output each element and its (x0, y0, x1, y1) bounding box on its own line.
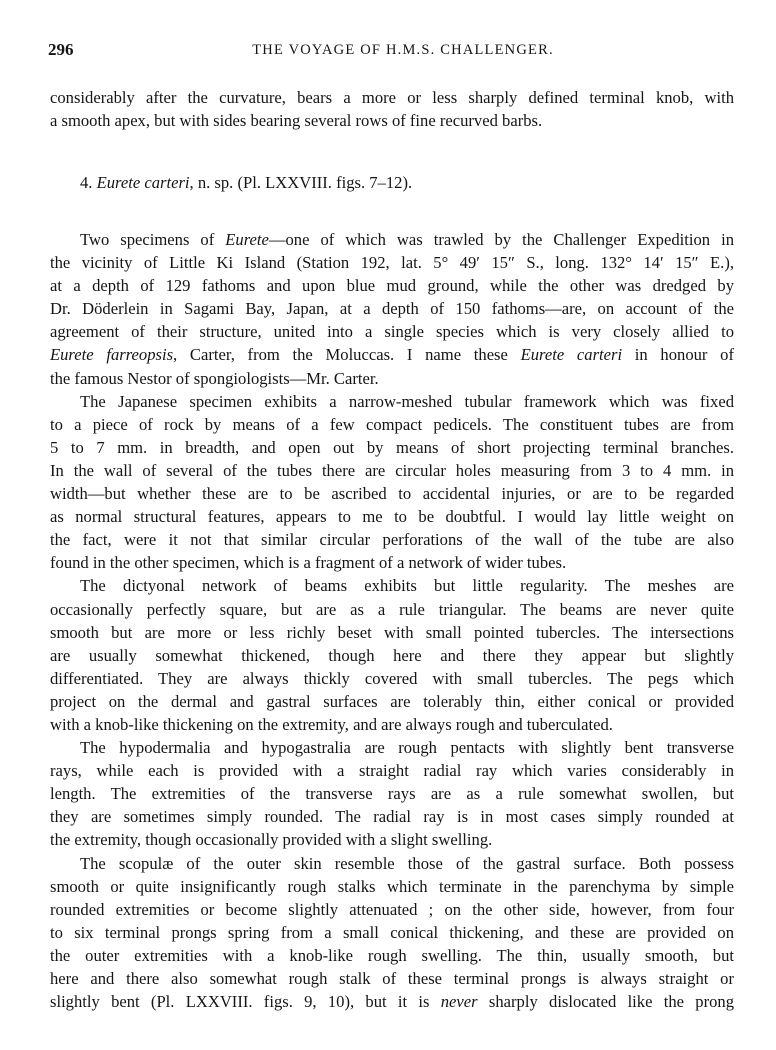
running-title: THE VOYAGE OF H.M.S. CHALLENGER. (252, 42, 554, 58)
text-line (50, 482, 734, 505)
text-run: the outer extremities with a knob-like rough swelling. The thin, usually smooth, but (50, 945, 734, 965)
text-line (50, 759, 734, 782)
text-run: as normal structural features, appears to me to be doubtful. I would lay little weight on (50, 507, 734, 527)
text-line (50, 436, 734, 459)
text-run: to a piece of rock by means of a few compact pedicels. The constituent tubes are from (50, 414, 734, 434)
italic-text: Eurete (225, 230, 269, 249)
text-run: , n. sp. (Pl. LXXVIII. figs. 7–12). (189, 173, 413, 192)
italic-text: Eurete carteri (520, 345, 623, 365)
italic-text: never (440, 992, 478, 1012)
text-run: —one of which was trawled by the Challenger Expedition in (268, 230, 734, 249)
text-run: here and there also somewhat rough stalk of these terminal prongs is always straight or (50, 969, 734, 988)
text-line (50, 852, 734, 875)
text-run: are usually somewhat thickened, though here and there they appear but slightly (50, 645, 734, 665)
text-line (50, 86, 734, 109)
text-run: differentiated. They are always thickly covered with small tubercles. The pegs which (50, 668, 734, 688)
italic-text: Eurete farreopsis (50, 345, 174, 365)
text-run: agreement of their structure, united into a single species which is very closely allied to (50, 322, 734, 342)
text-line (50, 413, 734, 436)
text-run: slightly bent (Pl. LXXVIII. figs. 9, 10), but it is (50, 992, 441, 1012)
text-run: In the wall of several of the tubes there are circular holes measuring from 3 to 4 mm. in (50, 460, 734, 480)
text-line (50, 875, 734, 898)
text-run: the vicinity of Little Ki Island (Station 192, lat. 5° 49′ 15″ S., long. 132° 14′ 15″ E.), (50, 253, 734, 273)
text-line (50, 713, 734, 736)
text-run: The hypodermalia and hypogastralia are rough pentacts with slightly bent transverse (80, 738, 734, 758)
text-line (50, 621, 734, 644)
text-run: the fact, were it not that similar circular perforations of the wall of the tube are also (50, 530, 734, 550)
text-line (50, 551, 734, 574)
intro-paragraph (50, 86, 734, 132)
text-run: 5 to 7 mm. in breadth, and open out by means of short projecting terminal branches. (50, 437, 734, 457)
text-run: occasionally perfectly square, but are as a rule triangular. The beams are never quite (50, 599, 734, 619)
body-text (50, 228, 734, 1013)
species-heading (80, 171, 412, 194)
text-run: , Carter, from the Moluccas. I name these (173, 345, 521, 365)
text-line (50, 274, 734, 297)
text-run: a smooth apex, but with sides bearing several rows of fine recurved barbs. (50, 111, 543, 131)
text-run: smooth or quite insignificantly rough stalks which terminate in the parenchyma by simple (50, 876, 734, 896)
text-line (50, 782, 734, 805)
text-line (50, 921, 734, 944)
text-line (50, 736, 734, 759)
text-run: width—but whether these are to be ascribed to accidental injuries, or are to be regarded (50, 484, 734, 504)
text-run: The Japanese specimen exhibits a narrow-meshed tubular framework which was fixed (80, 391, 734, 411)
text-run: at a depth of 129 fathoms and upon blue mud ground, while the other was dredged by (50, 276, 734, 296)
text-line (50, 251, 734, 274)
text-line (50, 228, 734, 251)
text-run: with a knob-like thickening on the extremity, and are always rough and tuberculated. (50, 714, 613, 734)
text-line (50, 898, 734, 921)
text-line (50, 390, 734, 413)
text-line (50, 459, 734, 482)
text-run: length. The extremities of the transverse rays are as a rule somewhat swollen, but (50, 784, 734, 804)
text-line (50, 367, 734, 390)
text-run: they are sometimes simply rounded. The radial ray is in most cases simply rounded at (50, 807, 734, 827)
text-run: 4. (80, 173, 97, 192)
text-line (50, 598, 734, 621)
text-line (50, 644, 734, 667)
text-run: project on the dermal and gastral surfaces are tolerably thin, either conical or provided (50, 691, 734, 711)
text-line (50, 297, 734, 320)
text-run: Two specimens of (80, 230, 226, 249)
text-line (50, 990, 734, 1013)
text-run: in honour of (622, 345, 734, 365)
text-line (50, 967, 734, 990)
text-run: The scopulæ of the outer skin resemble those of the gastral surface. Both possess (80, 853, 734, 873)
text-run: to six terminal prongs spring from a small conical thickening, and these are provided on (50, 922, 734, 942)
page-number: 296 (48, 40, 74, 59)
text-line (50, 690, 734, 713)
text-run: the extremity, though occasionally provided with a slight swelling. (50, 830, 493, 850)
italic-text: Eurete carteri (96, 173, 190, 192)
text-line (50, 805, 734, 828)
text-line (50, 343, 734, 366)
text-line (50, 320, 734, 343)
text-run: The dictyonal network of beams exhibits but little regularity. The meshes are (80, 576, 734, 596)
text-line (50, 505, 734, 528)
text-run: rounded extremities or become slightly attenuated ; on the other side, however, from four (50, 899, 734, 919)
text-run: considerably after the curvature, bears a more or less sharply defined terminal knob, with (50, 88, 734, 107)
text-run: sharply dislocated like the prong (477, 992, 735, 1012)
text-run: rays, while each is provided with a straight radial ray which varies considerably in (50, 761, 734, 781)
text-run: Dr. Döderlein in Sagami Bay, Japan, at a depth of 150 fathoms—are, on account of the (50, 299, 734, 319)
text-line (50, 528, 734, 551)
text-run: smooth but are more or less richly beset with small pointed tubercles. The intersections (50, 622, 734, 642)
text-run: found in the other specimen, which is a fragment of a network of wider tubes. (50, 553, 567, 573)
text-line (50, 109, 734, 132)
text-line (50, 828, 734, 851)
text-run: the famous Nestor of spongiologists—Mr. Carter. (50, 368, 379, 388)
text-line (50, 667, 734, 690)
text-line (50, 944, 734, 967)
text-line (50, 574, 734, 597)
